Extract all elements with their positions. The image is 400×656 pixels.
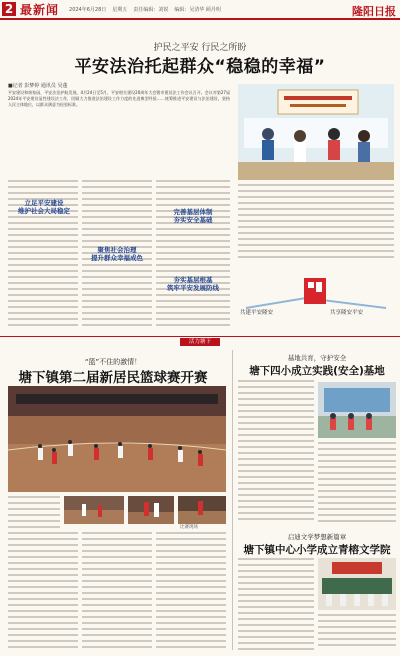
basketball-column-2	[82, 532, 152, 652]
basketball-column-1	[8, 532, 78, 652]
safety-photo	[318, 382, 396, 438]
lead-photo-illustration	[238, 84, 394, 180]
culture-column-2	[318, 614, 396, 652]
basketball-small-photo-2	[128, 496, 174, 524]
page-date: 2024年6月28日	[69, 6, 107, 13]
small-photo-3-art	[178, 496, 226, 524]
slogan-banner	[236, 268, 396, 320]
basketball-photo	[8, 386, 226, 492]
safety-photo-art	[318, 382, 396, 438]
newspaper-logo: 隆阳日报	[352, 5, 396, 18]
page-header	[0, 0, 400, 20]
lead-intro: 平安建设和谐家园，平安法治护航发展。4月24日至5月，平安相关建设20周年大会暨市建设法工作会议召开。会议对第27届2024年平安建设显性建设法工作，回顾大力推进法治建设工作力度的先进典型经验……统筹推进平安建设与法治建设，坚持人民主体地位，以群众满意为检验标准。	[8, 90, 230, 107]
lead-byline: ■记者 彭梦婷 通讯员 吴蓬	[8, 83, 68, 89]
banner-left-text: 共建平安隆安	[240, 310, 274, 316]
culture-photo-art	[318, 558, 396, 610]
basketball-headline: 塘下镇第二届新居民篮球赛开赛	[18, 370, 208, 386]
culture-headline: 塘下镇中心小学成立青榕文学院	[243, 544, 391, 556]
page-meta	[69, 6, 221, 13]
lead-headline: 平安法治托起群众“稳稳的幸福”	[74, 57, 326, 77]
page-number: 2	[2, 2, 16, 16]
basketball-photo-illustration	[8, 386, 226, 492]
basketball-photo-caption: 比赛现场	[180, 525, 198, 530]
safety-kicker: 基地共育，守护安全	[287, 354, 347, 362]
subhead-2: 聚焦社会治理 提升群众幸福成色	[91, 246, 143, 262]
lead-kicker: 护民之平安 行民之所盼	[153, 43, 247, 53]
section-bar	[0, 336, 400, 346]
culture-kicker: 启迪文学梦想新篇章	[287, 533, 347, 541]
basketball-small-photo-3	[178, 496, 226, 524]
basketball-column-3	[156, 532, 226, 652]
page-editor: 责任编辑：刘锐	[133, 6, 169, 13]
banner-right-text: 共享隆安平安	[330, 310, 364, 316]
lead-column-3	[156, 180, 230, 330]
subhead-3: 完善基层体制 夯实安全基础	[173, 208, 213, 224]
basketball-kicker: “篮”不住的激情！	[84, 358, 142, 366]
column-divider	[232, 350, 233, 650]
basketball-small-photo-1	[64, 496, 124, 524]
page-weekday: 星期五	[112, 6, 128, 13]
page-design: 编辑：吴清华 顾丹明	[174, 6, 221, 13]
safety-column-2	[318, 442, 396, 524]
subhead-4: 夯实基层根基 筑牢平安发展防线	[167, 276, 219, 292]
section-name: 最新闻	[20, 2, 60, 17]
small-photo-2-art	[128, 496, 174, 524]
lead-column-4	[238, 184, 394, 264]
basketball-column-0	[8, 496, 60, 530]
lead-photo	[238, 84, 394, 180]
section-tag: 活力塘下	[180, 338, 220, 346]
safety-headline: 塘下四小成立实践(安全)基地	[249, 365, 385, 377]
small-photo-1-art	[64, 496, 124, 524]
culture-photo	[318, 558, 396, 610]
culture-column-1	[238, 558, 314, 652]
subhead-1: 立足平安建设 维护社会大局稳定	[18, 199, 70, 215]
safety-column-1	[238, 380, 314, 524]
